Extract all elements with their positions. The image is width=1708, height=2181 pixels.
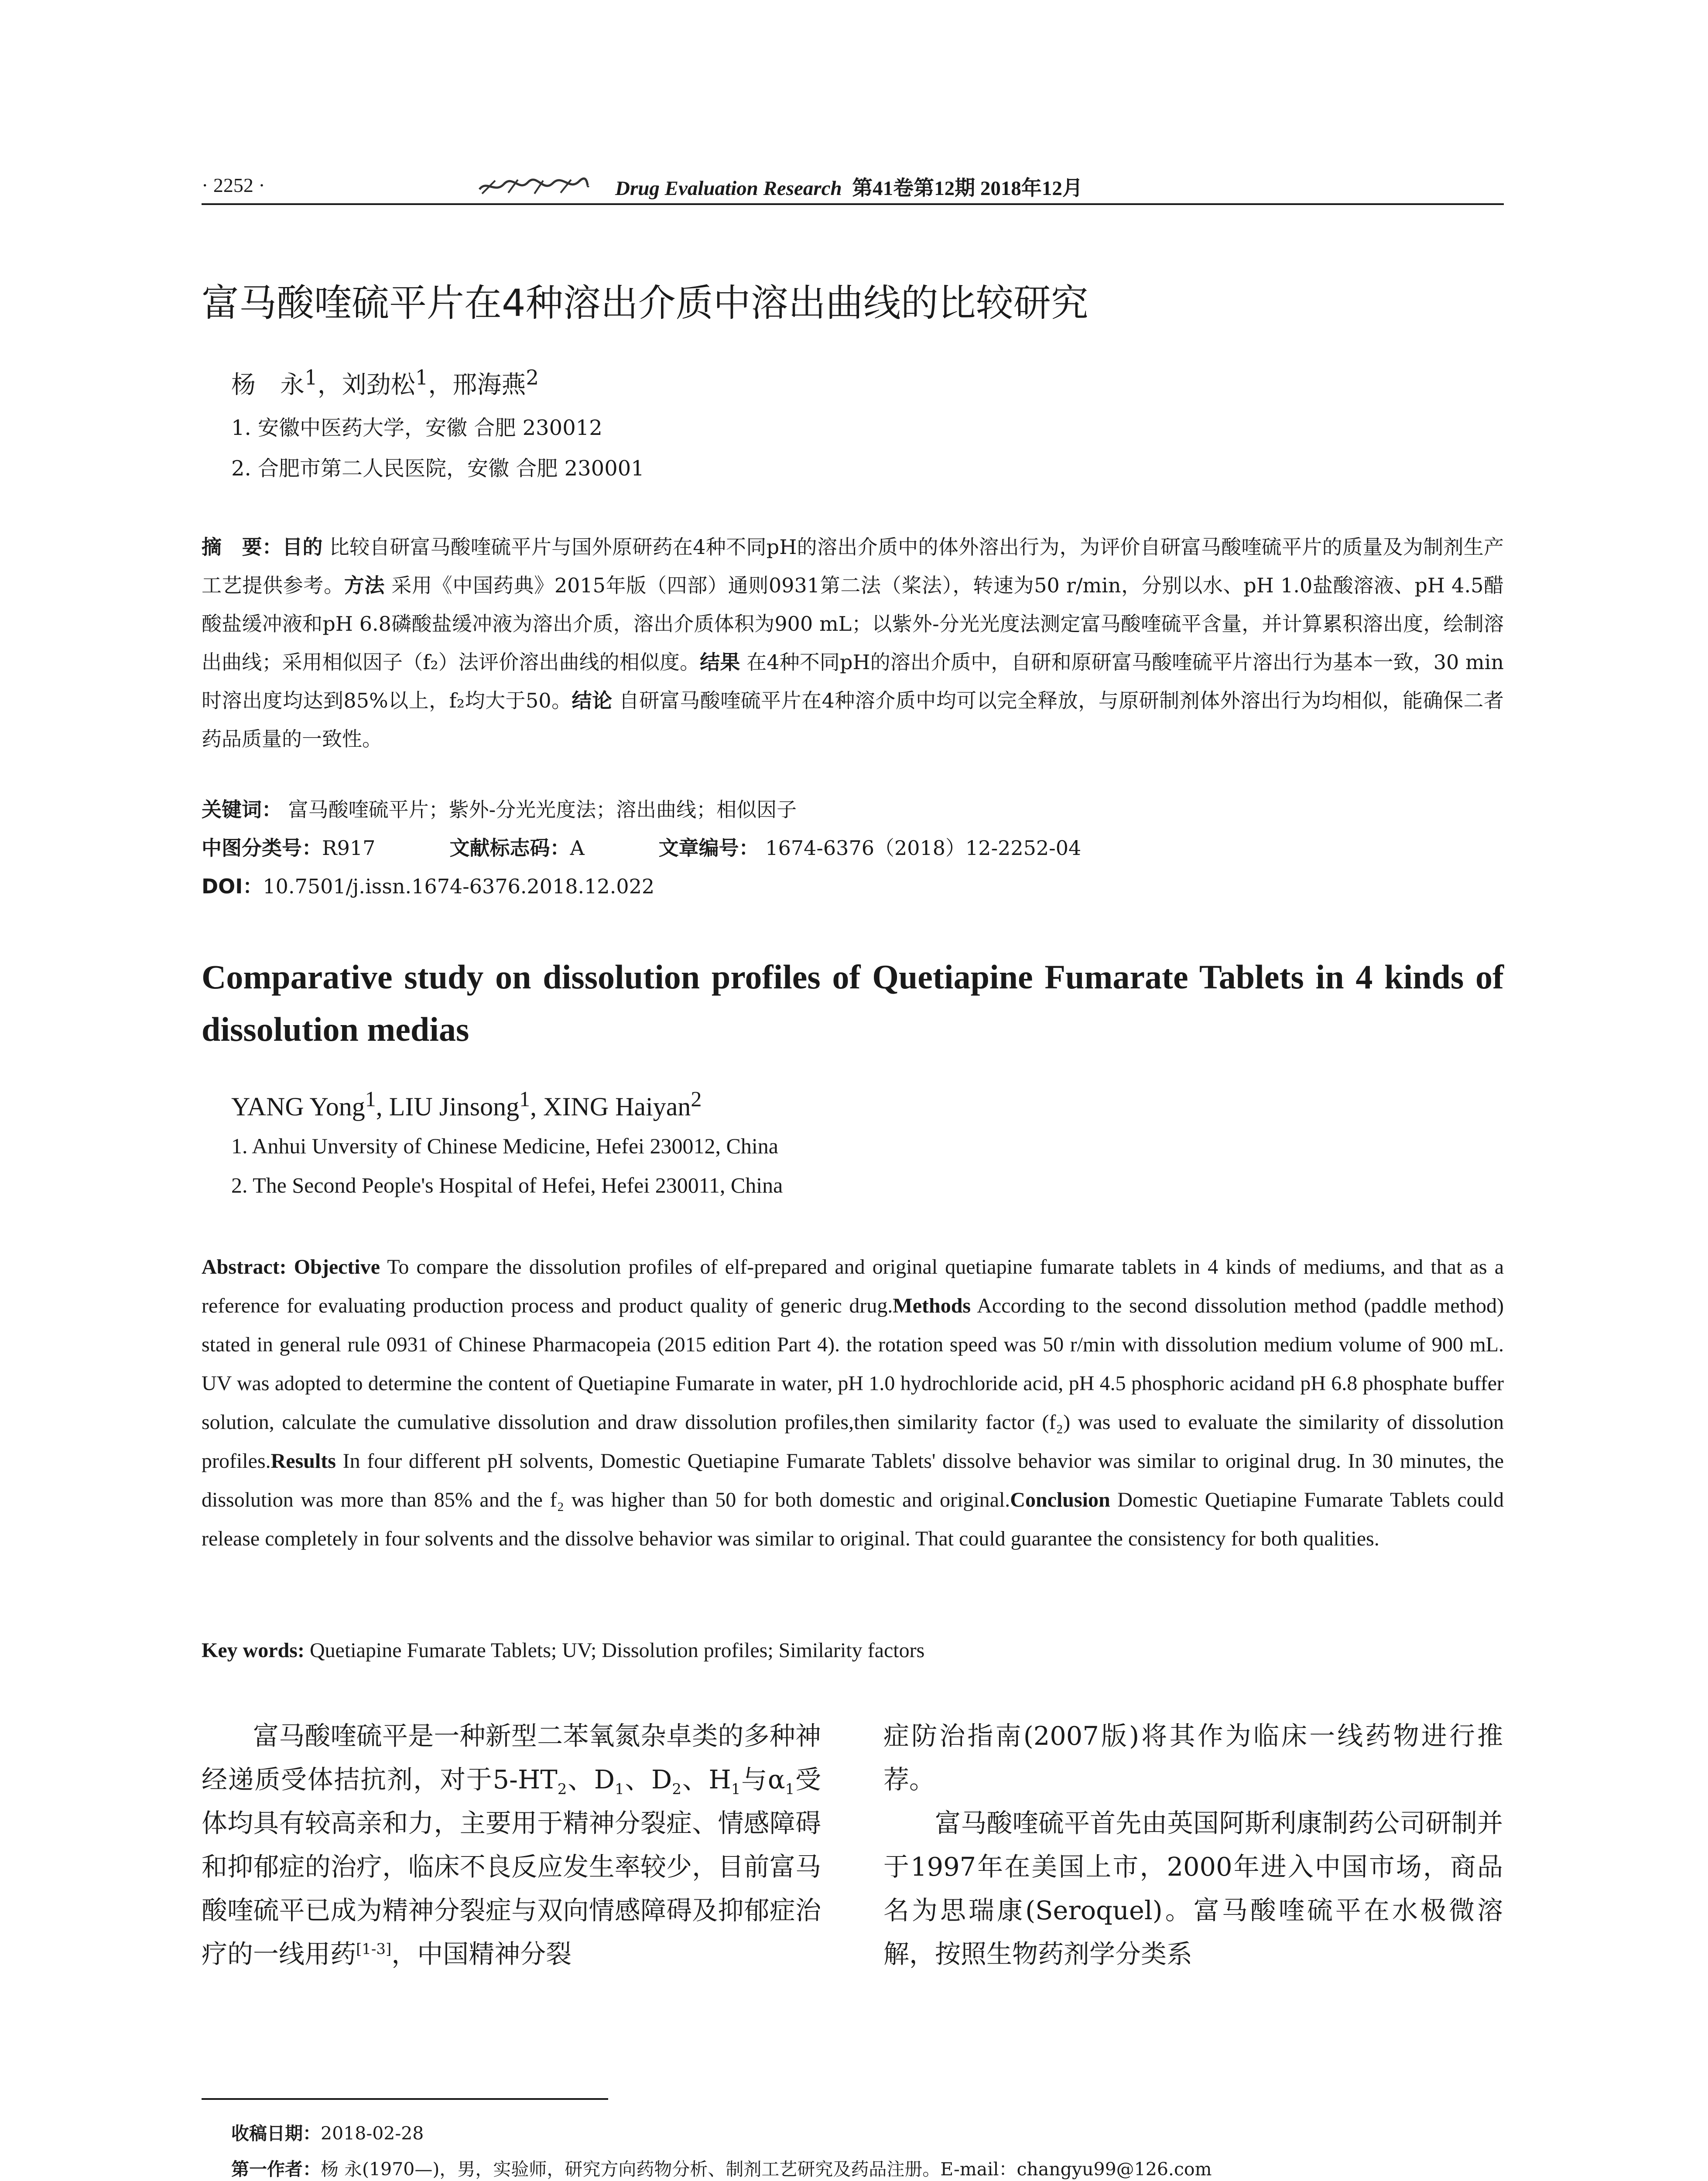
- first-author-label: 第一作者：: [231, 2159, 321, 2180]
- cn-doi: [202, 871, 654, 899]
- cn-doc-code-label: 文献标志码：: [449, 836, 570, 860]
- en-author: XING Haiyan: [543, 1092, 691, 1121]
- en-conclusion-label: Conclusion: [1010, 1488, 1110, 1511]
- en-author: YANG Yong: [231, 1092, 365, 1121]
- en-affiliation: 1. Anhui Unversity of Chinese Medicine, Hefei 230012, China: [231, 1134, 778, 1158]
- cn-keywords-label: 关键词：: [202, 798, 282, 821]
- running-head: [615, 172, 1083, 201]
- doi-label: DOI：: [202, 875, 263, 898]
- en-author-sup: 1: [365, 1087, 376, 1111]
- body-column-right: [883, 1714, 1503, 1976]
- en-affiliation: 2. The Second People's Hospital of Hefei, Hefei 230011, China: [231, 1173, 783, 1197]
- cn-abstract-label: 摘 要：: [202, 535, 283, 559]
- citation-link[interactable]: [1-3]: [356, 1940, 392, 1958]
- en-keywords-text: Quetiapine Fumarate Tablets; UV; Dissolution profiles; Similarity factors: [309, 1639, 925, 1662]
- header-rule: [202, 203, 1504, 205]
- cn-classification-row: [202, 832, 1081, 861]
- cn-results-label: 结果: [700, 650, 740, 674]
- page-number: · 2252 ·: [202, 174, 265, 196]
- body-text: ，中国精神分裂: [391, 1939, 572, 1969]
- cn-author: 杨 永: [231, 371, 305, 399]
- body-paragraph: 富马酸喹硫平首先由英国阿斯利康制药公司研制并于1997年在美国上市，2000年进入中国市场，商品名为思瑞康(Seroquel)。富马酸喹硫平在水极微溶解，按照生物药剂学分类系: [883, 1808, 1503, 1969]
- body-column-left: [202, 1714, 821, 1976]
- cn-methods-label: 方法: [344, 574, 385, 597]
- cn-objective-text: 比较自研富马酸喹硫平片与国外原研药在4种不同pH的溶出介质中的体外溶出行为，为评价自研富马酸喹硫平片的质量及为制剂生产工艺提供参考。: [202, 535, 1504, 597]
- en-authors: YANG Yong$^1$, LIU Jinsong$^1$, XING Haiyan$^2$: [231, 1087, 702, 1121]
- doi-link[interactable]: 10.7501/j.issn.1674-6376.2018.12.022: [263, 875, 655, 898]
- cn-article-no-value: 1674-6376（2018）12-2252-04: [765, 836, 1082, 860]
- cn-conclusion-label: 结论: [572, 689, 613, 712]
- cn-objective-label: 目的: [282, 535, 323, 559]
- en-methods-text: According to the second dissolution method (paddle method) stated in general rule 0931 of Chinese Pharmacopeia (2015 edition Part 4). the rotation speed was 50 r/min with dissolution medium volume of 900 mL. UV was adopted to determine the content of Quetiapine Fumarate in water, pH 1.0 hydrochloride acid, pH 4.5 phosphoric acidand pH 6.8 phosphate buffer solution, calculate the cumulative dissolution and draw dissolution profiles,then similarity factor (f₂) was used to evaluate the similarity of dissolution profiles.: [202, 1294, 1504, 1473]
- received-label: 收稿日期：: [231, 2123, 321, 2144]
- body-paragraph: 富马酸喹硫平是一种新型二苯氧氮杂卓类的多种神经递质受体拮抗剂，对于$5-HT_2$、$D_1$、$D_2$、$H_1$与$\alpha_1$受体均具有较高亲和力，主要用于精神分裂症、情感障碍和抑郁症的治疗，临床不良反应发生率较少，目前富马酸喹硫平已成为精神分裂症与双向情感障碍及抑郁症治疗的一线用药[1-3]，中国精神分裂: [202, 1721, 821, 1969]
- en-objective-text: To compare the dissolution profiles of elf-prepared and original quetiapine fumarate tablets in 4 kinds of mediums, and that as a reference for evaluating production process and product quality of generic drug.: [202, 1255, 1504, 1317]
- en-title: Comparative study on dissolution profiles of Quetiapine Fumarate Tablets in 4 kinds of dissolution medias: [202, 958, 1504, 1048]
- cn-author-sup: 1: [415, 366, 428, 390]
- cn-abstract: [202, 528, 1504, 758]
- cn-results-text: 在4种不同pH的溶出介质中，自研和原研富马酸喹硫平片溶出行为基本一致，30 min时溶出度均达到85%以上，f₂均大于50。: [202, 650, 1504, 712]
- en-methods-label: Methods: [893, 1294, 971, 1317]
- first-author-info: 杨 永(1970—)，男，实验师，研究方向药物分析、制剂工艺研究及药品注册。E-mail：changyu99@126.com: [321, 2159, 1212, 2180]
- cn-article-no-label: 文章编号：: [658, 836, 759, 860]
- body-paragraph: 症防治指南(2007版)将其作为临床一线药物进行推荐。: [883, 1721, 1503, 1795]
- en-author-sup: 2: [691, 1087, 702, 1111]
- en-keywords-label: Key words:: [202, 1639, 305, 1662]
- footnote-received: [231, 2119, 424, 2145]
- received-date: 2018-02-28: [321, 2123, 424, 2144]
- cn-authors: 杨 永$^1$，刘劲松$^1$，邢海燕$^2$: [231, 366, 539, 399]
- cn-methods-text: 采用《中国药典》2015年版（四部）通则0931第二法（桨法），转速为50 r/min，分别以水、pH 1.0盐酸溶液、pH 4.5醋酸盐缓冲液和pH 6.8磷酸盐缓冲液为溶出介质，溶出介质体积为900 mL；以紫外-分光光度法测定富马酸喹硫平含量，并计算累积溶出度，绘制溶出曲线；采用相似因子（f₂）法评价溶出曲线的相似度。: [202, 574, 1504, 674]
- body-text: 与α: [740, 1764, 785, 1795]
- cn-author: 邢海燕: [452, 371, 526, 399]
- en-objective-label: Objective: [294, 1255, 380, 1279]
- cn-keywords: [202, 794, 797, 823]
- en-conclusion-text: Domestic Quetiapine Fumarate Tablets could release completely in four solvents and the dissolve behavior was similar to original. That could guarantee the consistency for both qualities.: [202, 1488, 1504, 1550]
- en-keywords: [202, 1638, 924, 1662]
- cn-conclusion-text: 自研富马酸喹硫平片在4种溶介质中均可以完全释放，与原研制剂体外溶出行为均相似，能确保二者药品质量的一致性。: [202, 689, 1504, 751]
- cn-affiliation: 2. 合肥市第二人民医院，安徽 合肥 230001: [231, 456, 644, 481]
- footnote-first-author: [231, 2155, 1212, 2181]
- en-author-sup: 1: [519, 1087, 531, 1111]
- cn-doc-code-value: A: [570, 836, 585, 860]
- en-abstract: [202, 1248, 1504, 1558]
- cn-keywords-text: 富马酸喹硫平片；紫外-分光光度法；溶出曲线；相似因子: [288, 798, 797, 821]
- cn-affiliation: 1. 安徽中医药大学，安徽 合肥 230012: [231, 416, 602, 440]
- journal-name: Drug Evaluation Research: [615, 177, 842, 200]
- cn-author-sup: 2: [526, 366, 539, 390]
- body-text: 受体均具有较高亲和力，主要用于精神分裂症、情感障碍和抑郁症的治疗，临床不良反应发生率较少，目前富马酸喹硫平已成为精神分裂症与双向情感障碍及抑郁症治疗的一线用药: [202, 1764, 821, 1969]
- cn-title: 富马酸喹硫平片在4种溶出介质中溶出曲线的比较研究: [202, 281, 1088, 325]
- issue-info: 第41卷第12期 2018年12月: [852, 177, 1083, 200]
- body-text: 富马酸喹硫平是一种新型二苯氧氮杂卓类的多种神经递质受体拮抗剂，对于5-HT: [202, 1721, 821, 1795]
- en-author: LIU Jinsong: [389, 1092, 520, 1121]
- cn-author: 刘劲松: [342, 371, 415, 399]
- en-results-text: In four different pH solvents, Domestic Quetiapine Fumarate Tablets' dissolve behavior was similar to original drug. In 30 minutes, the dissolution was more than 85% and the f₂ was higher than 50 for both domestic and original.: [202, 1449, 1504, 1511]
- en-abstract-label: Abstract:: [202, 1255, 287, 1279]
- cn-class-value: R917: [322, 836, 376, 860]
- en-results-label: Results: [270, 1449, 336, 1473]
- cn-class-label: 中图分类号：: [202, 836, 322, 860]
- cn-author-sup: 1: [305, 366, 318, 390]
- footnote-rule: [202, 2098, 608, 2100]
- journal-logo: [478, 176, 590, 196]
